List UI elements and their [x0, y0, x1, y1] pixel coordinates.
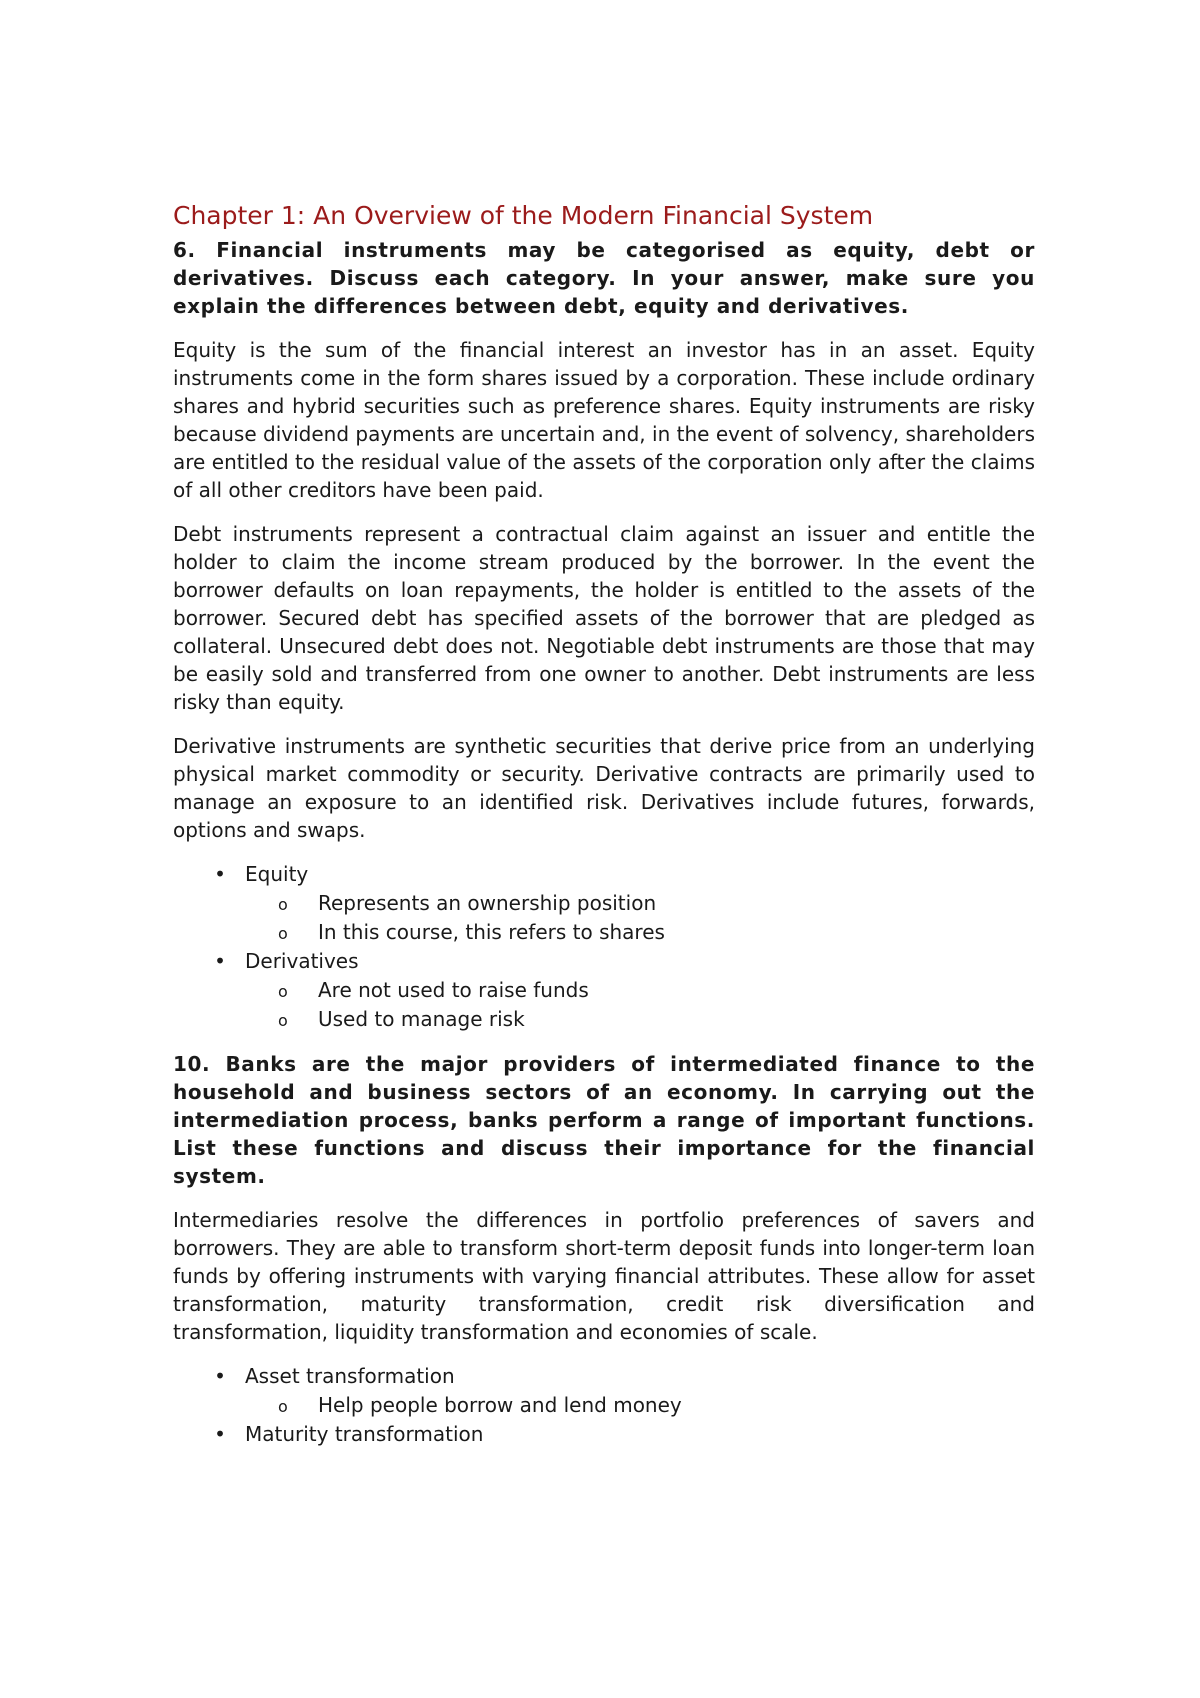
bullet-icon: • [214, 862, 226, 886]
document-page [173, 200, 1035, 1465]
q10-bullet-list [173, 1362, 1035, 1449]
sub-item-text: Used to manage risk [318, 1007, 525, 1031]
list-item [173, 947, 1035, 1034]
sub-list-item [245, 976, 1035, 1005]
chapter-title: Chapter 1: An Overview of the Modern Financial System [173, 201, 874, 230]
sub-list-item [245, 918, 1035, 947]
sub-list [245, 1391, 1035, 1420]
sub-bullet-icon: o [278, 924, 288, 943]
question-6: 6. Financial instruments may be categorised as equity, debt or derivatives. Discuss each category. In your answer, make sure you explain the differences between debt, equity and derivatives. [173, 238, 1035, 318]
sub-bullet-icon: o [278, 1397, 288, 1416]
sub-list [245, 976, 1035, 1034]
list-item [173, 1362, 1035, 1420]
bullet-icon: • [214, 1422, 226, 1446]
sub-bullet-icon: o [278, 1011, 288, 1030]
q6-bullet-list [173, 860, 1035, 1034]
bullet-label: Asset transformation [245, 1364, 455, 1388]
sub-bullet-icon: o [278, 895, 288, 914]
paragraph-intermediaries: Intermediaries resolve the differences in portfolio preferences of savers and borrowers. They are able to transform short-term deposit funds into longer-term loan funds by offering instruments with varying financial attributes. These allow for asset transformation, maturity transformation, credit risk diversification and transformation, liquidity transformation and economies of scale. [173, 1208, 1035, 1344]
paragraph-equity: Equity is the sum of the financial interest an investor has in an asset. Equity instruments come in the form shares issued by a corporation. These include ordinary shares and hybrid securities such as preference shares. Equity instruments are risky because dividend payments are uncertain and, in the event of solvency, shareholders are entitled to the residual value of the assets of the corporation only after the claims of all other creditors have been paid. [173, 338, 1035, 502]
sub-item-text: Represents an ownership position [318, 891, 657, 915]
sub-list-item [245, 889, 1035, 918]
sub-item-text: In this course, this refers to shares [318, 920, 665, 944]
sub-list-item [245, 1391, 1035, 1420]
bullet-label: Derivatives [245, 949, 359, 973]
paragraph-derivatives: Derivative instruments are synthetic securities that derive price from an underlying physical market commodity or security. Derivative contracts are primarily used to manage an exposure to an identified risk. Derivatives include futures, forwards, options and swaps. [173, 734, 1035, 842]
list-item [173, 860, 1035, 947]
sub-item-text: Are not used to raise funds [318, 978, 589, 1002]
question-10: 10. Banks are the major providers of intermediated finance to the household and business sectors of an economy. In carrying out the intermediation process, banks perform a range of important functions. List these functions and discuss their importance for the financial system. [173, 1052, 1035, 1188]
bullet-label: Maturity transformation [245, 1422, 484, 1446]
bullet-icon: • [214, 949, 226, 973]
bullet-icon: • [214, 1364, 226, 1388]
paragraph-debt: Debt instruments represent a contractual claim against an issuer and entitle the holder to claim the income stream produced by the borrower. In the event the borrower defaults on loan repayments, the holder is entitled to the assets of the borrower. Secured debt has specified assets of the borrower that are pledged as collateral. Unsecured debt does not. Negotiable debt instruments are those that may be easily sold and transferred from one owner to another. Debt instruments are less risky than equity. [173, 522, 1035, 714]
sub-bullet-icon: o [278, 982, 288, 1001]
sub-list-item [245, 1005, 1035, 1034]
bullet-label: Equity [245, 862, 309, 886]
sub-item-text: Help people borrow and lend money [318, 1393, 682, 1417]
list-item [173, 1420, 1035, 1449]
sub-list [245, 889, 1035, 947]
